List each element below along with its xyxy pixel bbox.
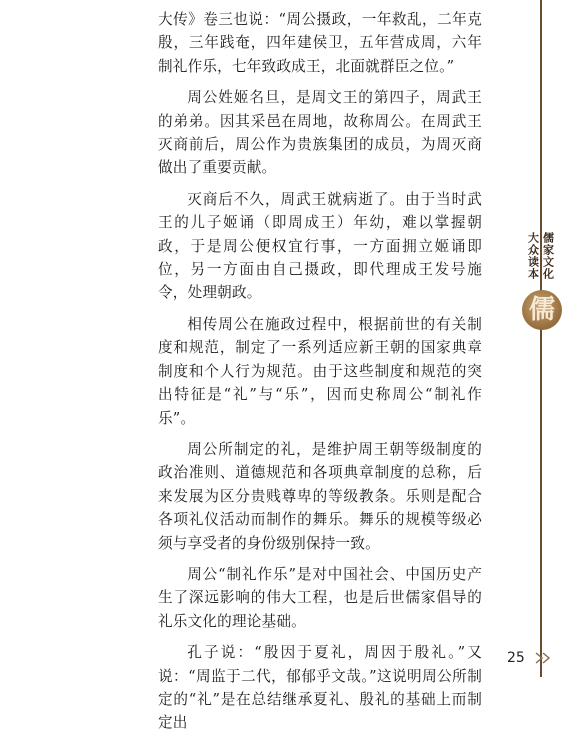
series-title-col2: 大众读本 xyxy=(526,232,540,280)
series-title-col1: 儒家文化 xyxy=(541,232,555,280)
paragraph-4: 相传周公在施政过程中，根据前世的有关制度和规范，制定了一系列适应新王朝的国家典章制度和个人行为规范。由于这些制度和规范的突出特征是“礼”与“乐”，因而史称周公“制礼作乐”。 xyxy=(158,315,482,427)
paragraph-2: 周公姓姬名旦，是周文王的第四子，周武王的弟弟。因其采邑在周地，故称周公。在周武王灭商前后，周公作为贵族集团的成员，为周灭商做出了重要贡献。 xyxy=(158,89,482,177)
body-text xyxy=(158,8,482,743)
chevron-right-icon-2 xyxy=(540,652,552,664)
paragraph-1: 大传》卷三也说：“周公摄政，一年救乱，二年克殷，三年践奄，四年建侯卫，五年营成周，六年制礼作乐，七年致政成王，北面就群臣之位。” xyxy=(158,11,482,75)
seal-glyph: 儒 xyxy=(528,295,555,325)
paragraph-7: 孔子说：“殷因于夏礼，周因于殷礼。”又说：“周监于二代，郁郁乎文哉。”这说明周公所制定的“礼”是在总结继承夏礼、殷礼的基础上而制定出 xyxy=(158,644,482,732)
margin-rule xyxy=(540,0,542,677)
page-number: 25 xyxy=(507,650,525,666)
series-title xyxy=(523,232,557,292)
ru-seal-icon xyxy=(522,290,562,330)
paragraph-6: 周公“制礼作乐”是对中国社会、中国历史产生了深远影响的伟大工程，也是后世儒家倡导的礼乐文化的理论基础。 xyxy=(158,565,482,630)
paragraph-3: 灭商后不久，周武王就病逝了。由于当时武王的儿子姬诵（即周成王）年幼，难以掌握朝政，于是周公便权宜行事，一方面拥立姬诵即位，另一方面由自己摄政，即代理成王发号施令，处理朝政。 xyxy=(158,190,482,302)
paragraph-5: 周公所制定的礼，是维护周王朝等级制度的政治准则、道德规范和各项典章制度的总称，后来发展为区分贵贱尊卑的等级教条。乐则是配合各项礼仪活动而制作的舞乐。舞乐的规模等级必须与享受者的身份级别保持一致。 xyxy=(158,440,482,552)
